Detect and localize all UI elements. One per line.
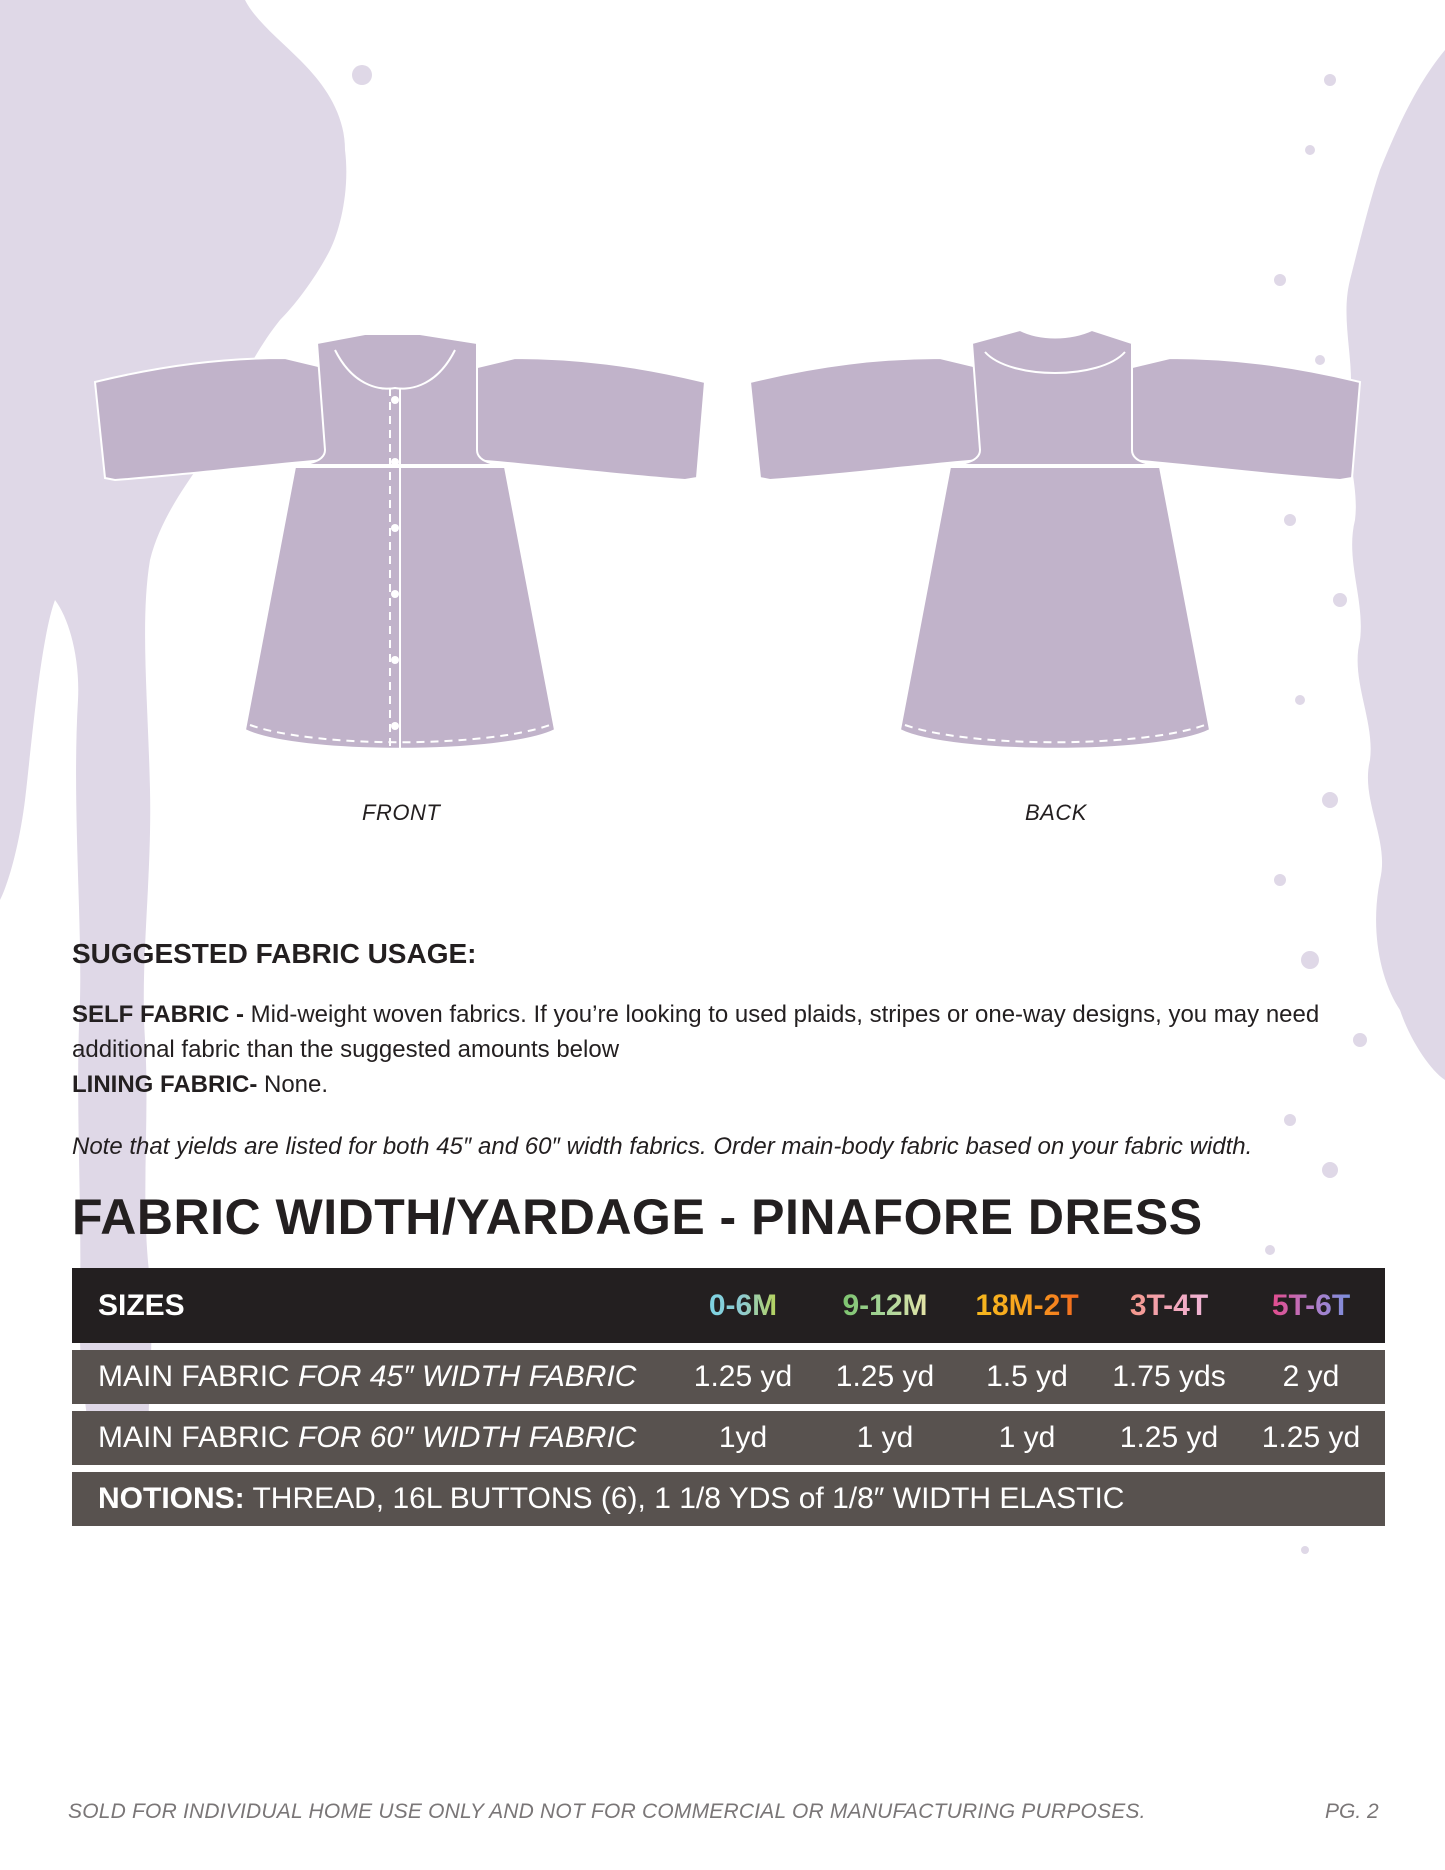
page-number: PG. 2: [1325, 1800, 1379, 1823]
suggested-fabric-usage-heading: SUGGESTED FABRIC USAGE:: [72, 938, 477, 969]
size-header: 0-6M: [708, 1288, 778, 1322]
self-fabric-paragraph: [72, 997, 1402, 1067]
self-fabric-label: SELF FABRIC -: [72, 1001, 244, 1028]
table-cell: 1.25 yd: [693, 1360, 793, 1393]
dress-back-illustration: [740, 330, 1370, 760]
dress-front-illustration: [85, 330, 715, 760]
width-note: Note that yields are listed for both 45″ and 60″ width fabrics. Order main-body fabric based on your fabric width.: [72, 1133, 1253, 1160]
table-cell: 1 yd: [856, 1421, 914, 1454]
table-row: [72, 1411, 1385, 1465]
table-cell: 1.75 yds: [1112, 1360, 1226, 1393]
table-cell: 1yd: [718, 1421, 768, 1454]
table-cell: 1 yd: [998, 1421, 1056, 1454]
lining-fabric-text: None.: [257, 1071, 329, 1098]
lining-fabric-label: LINING FABRIC-: [72, 1071, 258, 1098]
self-fabric-text: Mid-weight woven fabrics. If you’re looking to used plaids, stripes or one-way designs, you may need additional fabric than the suggested amounts below: [72, 1001, 1320, 1063]
size-header: 5T-6T: [1271, 1288, 1351, 1322]
back-view-label: BACK: [1025, 800, 1087, 825]
footer-disclaimer: SOLD FOR INDIVIDUAL HOME USE ONLY AND NOT FOR COMMERCIAL OR MANUFACTURING PURPOSES.: [68, 1800, 1146, 1823]
sizes-header-label: SIZES: [98, 1288, 185, 1322]
table-cell: 1.25 yd: [835, 1360, 935, 1393]
notions-text: NOTIONS: THREAD, 16L BUTTONS (6), 1 1/8 YDS of 1/8″ WIDTH ELASTIC: [98, 1482, 1125, 1515]
table-cell: 1.25 yd: [1119, 1421, 1219, 1454]
table-header-row: [72, 1268, 1385, 1343]
yardage-table: [72, 1268, 1385, 1526]
yardage-table-title: FABRIC WIDTH/YARDAGE - PINAFORE DRESS: [72, 1189, 1203, 1245]
size-header: 3T-4T: [1129, 1288, 1209, 1322]
table-cell: 2 yd: [1282, 1360, 1340, 1393]
size-header: 9-12M: [842, 1288, 928, 1322]
table-row: [72, 1350, 1385, 1404]
notions-row: [72, 1472, 1385, 1526]
table-cell: 1.5 yd: [986, 1360, 1068, 1393]
front-view-label: FRONT: [362, 800, 441, 825]
size-header: 18M-2T: [975, 1288, 1079, 1322]
table-cell: 1.25 yd: [1261, 1421, 1361, 1454]
row-label: MAIN FABRIC FOR 45″ WIDTH FABRIC: [98, 1360, 637, 1393]
row-label: MAIN FABRIC FOR 60″ WIDTH FABRIC: [98, 1421, 637, 1454]
lining-fabric-paragraph: [72, 1067, 1402, 1102]
